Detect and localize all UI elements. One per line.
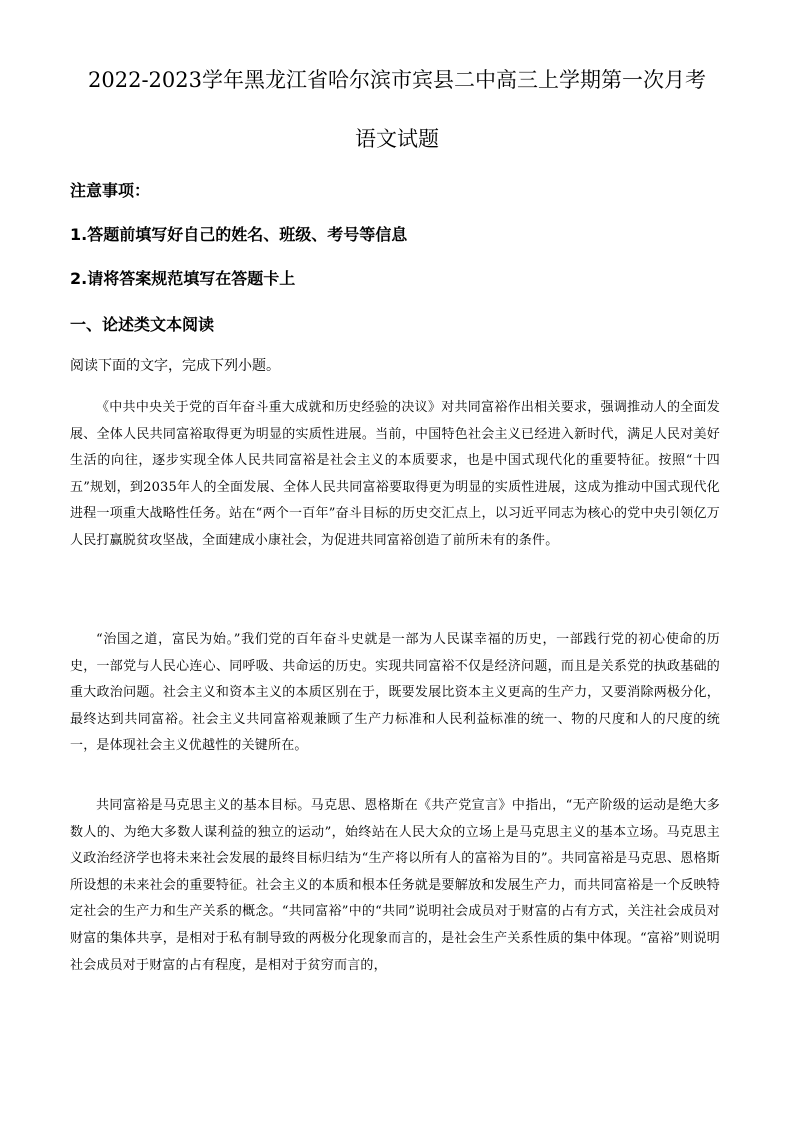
passage-paragraph-3: 共同富裕是马克思主义的基本目标。马克思、恩格斯在《共产党宣言》中指出，“无产阶级的运动是绝大多数人的、为绝大多数人谋利益的独立的运动”，始终站在人民大众的立场上是马克思主义的基本立场。马克思主义政治经济学也将未来社会发展的最终目标归结为“生产将以所有人的富裕为目的”。共同富裕是马克思、恩格斯所设想的未来社会的重要特征。社会主义的本质和根本任务就是要解放和发展生产力，而共同富裕是一个反映特定社会的生产力和生产关系的概念。“共同富裕”中的“共同”说明社会成员对于财富的占有方式，关注社会成员对财富的集体共享，是相对于私有制导致的两极分化现象而言的，是社会生产关系性质的集中体现。“富裕”则说明社会成员对于财富的占有程度，是相对于贫穷而言的， [70,798,720,973]
notice-heading: 注意事项： [70,181,151,200]
passage-paragraph-1: 《中共中央关于党的百年奋斗重大成就和历史经验的决议》对共同富裕作出相关要求，强调推动人的全面发展、全体人民共同富裕取得更为明显的实质性进展。当前，中国特色社会主义已经进入新时代，满足人民对美好生活的向往，逐步实现全体人民共同富裕是社会主义的本质要求，也是中国式现代化的重要特征。按照“十四五”规划，到2035年人的全面发展、全体人民共同富裕要取得更为明显的实质性进展，这成为推动中国式现代化进程一项重大战略性任务。站在“两个一百年”奋斗目标的历史交汇点上，以习近平同志为核心的党中央引领亿万人民打赢脱贫攻坚战，全面建成小康社会，为促进共同富裕创造了前所未有的条件。 [70,400,720,548]
notice-item-1: 1.答题前填写好自己的姓名、班级、考号等信息 [70,225,408,244]
notice-item-2: 2.请将答案规范填写在答题卡上 [70,269,296,288]
reading-instruction: 阅读下面的文字，完成下列小题。 [70,358,280,374]
document-title-line2: 语文试题 [355,127,439,151]
section-heading: 一、论述类文本阅读 [70,315,215,334]
document-title-line1: 2022-2023学年黑龙江省哈尔滨市宾县二中高三上学期第一次月考 [88,68,706,92]
passage-paragraph-2: “治国之道，富民为始。”我们党的百年奋斗史就是一部为人民谋幸福的历史，一部践行党的初心使命的历史，一部党与人民心连心、同呼吸、共命运的历史。实现共同富裕不仅是经济问题，而且是关系党的执政基础的重大政治问题。社会主义和资本主义的本质区别在于，既要发展比资本主义更高的生产力，又要消除两极分化，最终达到共同富裕。社会主义共同富裕观兼顾了生产力标准和人民利益标准的统一、物的尺度和人的尺度的统一，是体现社会主义优越性的关键所在。 [70,632,720,754]
